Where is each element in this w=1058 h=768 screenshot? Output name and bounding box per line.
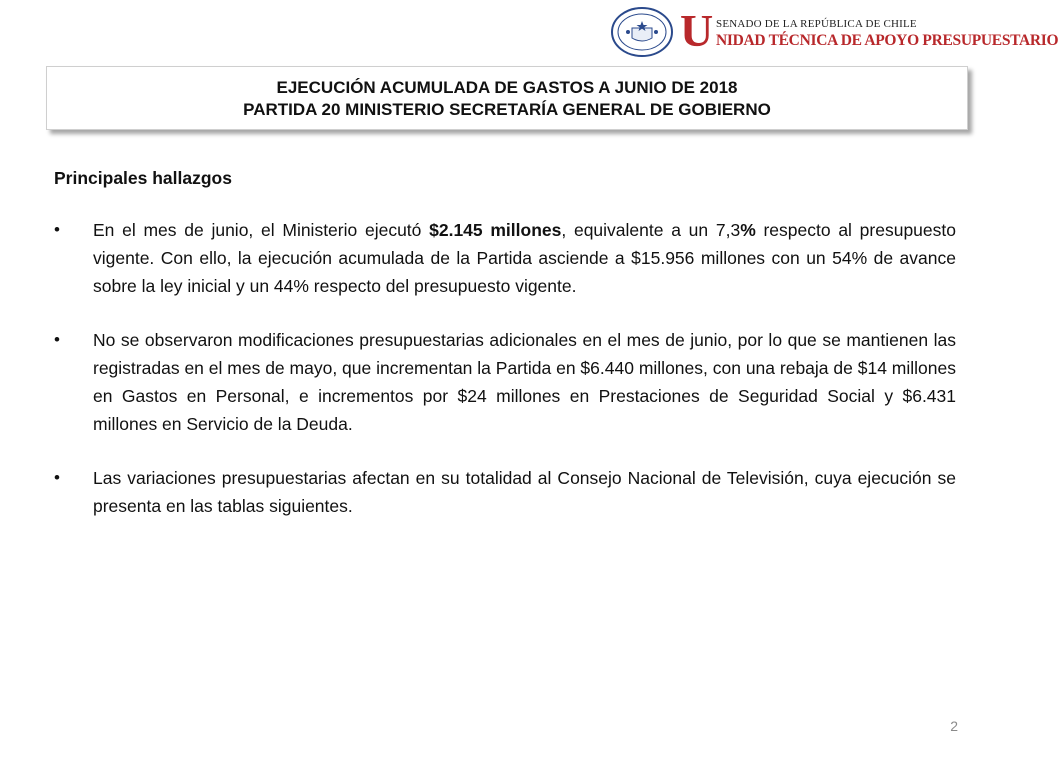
list-item — [54, 326, 956, 438]
bullet-text-part: respecto al presupuesto vigente. Con ello, la ejecución acumulada de la Partida asciende a $15.956 millones con un 54% de avance sobre la ley inicial y un 44% respecto del presupuesto vigente. — [93, 220, 956, 296]
title-box — [46, 66, 968, 130]
brand-senate-name: SENADO DE LA REPÚBLICA DE CHILE — [716, 18, 917, 30]
main-content — [54, 166, 956, 546]
section-heading: Principales hallazgos — [54, 168, 232, 188]
brand-initial: U — [680, 5, 714, 56]
brand-wordmark — [680, 5, 1058, 56]
bullet-icon: • — [54, 330, 60, 349]
bullet-text-bold-amount: $2.145 millones — [429, 220, 562, 240]
title-line-1: EJECUCIÓN ACUMULADA DE GASTOS A JUNIO DE 2018 — [276, 78, 738, 97]
brand-unit-name: NIDAD TÉCNICA DE APOYO PRESUPUESTARIO — [716, 32, 1058, 49]
findings-list — [54, 216, 956, 520]
senate-seal-icon — [610, 6, 674, 58]
bullet-text: No se observaron modificaciones presupuestarias adicionales en el mes de junio, por lo que se mantienen las registradas en el mes de mayo, que incrementan la Partida en $6.440 millones, con una rebaja de $14 millones en Gastos en Personal, e incrementos por $24 millones en Prestaciones de Seguridad Social y $6.431 millones en Servicio de la Deuda. — [93, 330, 956, 434]
page-number: 2 — [950, 718, 958, 734]
bullet-text-part: En el mes de junio, el Ministerio ejecutó — [93, 220, 430, 240]
bullet-text-bold-percent: % — [740, 220, 756, 240]
list-item — [54, 464, 956, 520]
bullet-icon: • — [54, 468, 60, 487]
bullet-text: Las variaciones presupuestarias afectan en su totalidad al Consejo Nacional de Televisión, cuya ejecución se presenta en las tablas siguientes. — [93, 468, 956, 516]
title-line-2: PARTIDA 20 MINISTERIO SECRETARÍA GENERAL DE GOBIERNO — [243, 100, 771, 119]
bullet-text-part: , equivalente a un 7,3 — [561, 220, 741, 240]
bullet-icon: • — [54, 220, 60, 239]
list-item — [54, 216, 956, 300]
header-logo — [610, 5, 1058, 58]
